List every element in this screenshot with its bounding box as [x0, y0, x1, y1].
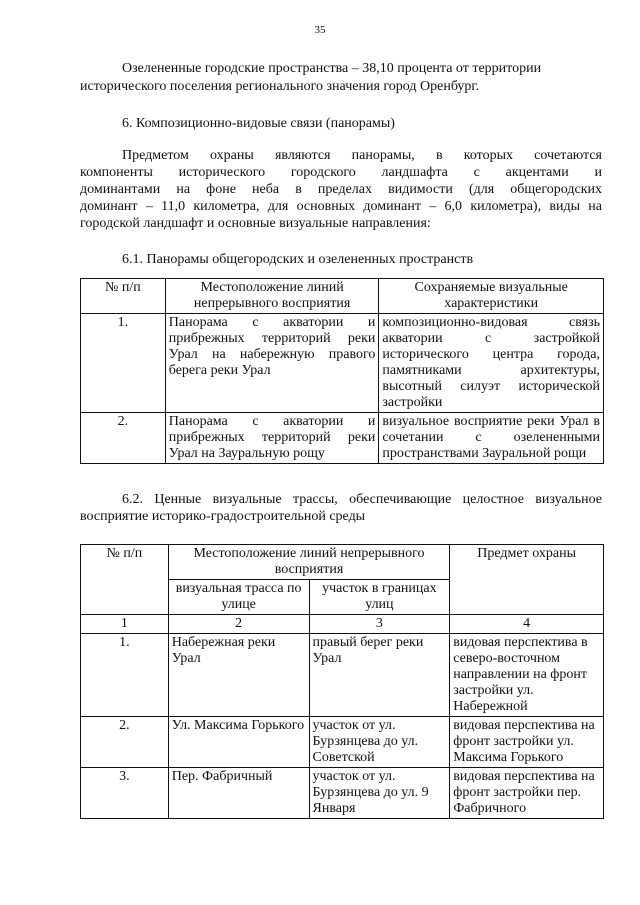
column-number: 3	[309, 615, 450, 634]
section-6-line-1: Предметом охраны являются панорамы, в которых сочетаются	[122, 148, 602, 163]
section-6-2-heading-line-2: восприятие историко-градостроительной среды	[80, 509, 366, 524]
table-row	[81, 634, 604, 717]
trace-cell: Пер. Фабричный	[168, 768, 309, 819]
section-6-2-heading-line-1: 6.2. Ценные визуальные трассы, обеспечивающие целостное визуальное	[122, 492, 602, 507]
column-header-number: № п/п	[81, 545, 169, 615]
subject-cell: видовая перспектива на фронт застройки ул. Максима Горького	[450, 717, 604, 768]
column-number: 2	[168, 615, 309, 634]
column-header-subject: Предмет охраны	[450, 545, 604, 615]
subject-cell: видовая перспектива на фронт застройки пер. Фабричного	[450, 768, 604, 819]
panoramas-table	[80, 278, 604, 464]
row-number: 2.	[81, 717, 169, 768]
segment-cell: правый берег реки Урал	[309, 634, 450, 717]
row-number: 1.	[81, 314, 166, 413]
row-number: 1.	[81, 634, 169, 717]
segment-cell: участок от ул. Бурзянцева до ул. 9 Января	[309, 768, 450, 819]
section-6-line-3: доминантами на фоне неба в пределах видимости (для общегородских	[80, 182, 602, 197]
features-cell: визуальное восприятие реки Урал в сочетании с озелененными пространствами Зауральной рощи	[379, 413, 604, 464]
table-row	[81, 768, 604, 819]
table-row	[81, 413, 604, 464]
section-6-1-heading: 6.1. Панорамы общегородских и озелененных пространств	[122, 252, 474, 267]
column-header-number: № п/п	[81, 279, 166, 314]
table-header-row	[81, 545, 604, 580]
table-header-row	[81, 279, 604, 314]
column-header-features: Сохраняемые визуальные характеристики	[379, 279, 604, 314]
column-number: 4	[450, 615, 604, 634]
intro-line-1: Озелененные городские пространства – 38,10 процента от территории	[122, 61, 542, 76]
section-6-line-4: доминант – 11,0 километра, для основных доминант – 6,0 километра), виды на	[80, 199, 602, 214]
section-6-line-2: компоненты исторического городского ландшафта с акцентами и	[80, 165, 602, 180]
table-row	[81, 717, 604, 768]
trace-cell: Ул. Максима Горького	[168, 717, 309, 768]
location-cell: Панорама с акватории и прибрежных территорий реки Урал на Зауральную рощу	[165, 413, 379, 464]
table-row	[81, 314, 604, 413]
column-header-location: Местоположение линий непрерывного восприятия	[168, 545, 450, 580]
location-cell: Панорама с акватории и прибрежных территорий реки Урал на набережную правого берега реки Урал	[165, 314, 379, 413]
section-6-heading: 6. Композиционно-видовые связи (панорамы)	[122, 116, 395, 131]
subject-cell: видовая перспектива в северо-восточном направлении на фронт застройки ул. Набережной	[450, 634, 604, 717]
column-header-trace: визуальная трасса по улице	[168, 580, 309, 615]
column-header-segment: участок в границах улиц	[309, 580, 450, 615]
column-number: 1	[81, 615, 169, 634]
segment-cell: участок от ул. Бурзянцева до ул. Советской	[309, 717, 450, 768]
row-number: 2.	[81, 413, 166, 464]
row-number: 3.	[81, 768, 169, 819]
trace-cell: Набережная реки Урал	[168, 634, 309, 717]
column-number-row	[81, 615, 604, 634]
intro-line-2: исторического поселения регионального значения город Оренбург.	[80, 79, 480, 94]
section-6-line-5: городской ландшафт и основные визуальные направления:	[80, 216, 431, 231]
features-cell: композиционно-видовая связь акватории с застройкой исторического центра города, памятниками архитектуры, высотный силуэт исторической застройки	[379, 314, 604, 413]
page-number: 35	[314, 24, 326, 36]
visual-routes-table	[80, 544, 604, 819]
column-header-location: Местоположение линий непрерывного восприятия	[165, 279, 379, 314]
